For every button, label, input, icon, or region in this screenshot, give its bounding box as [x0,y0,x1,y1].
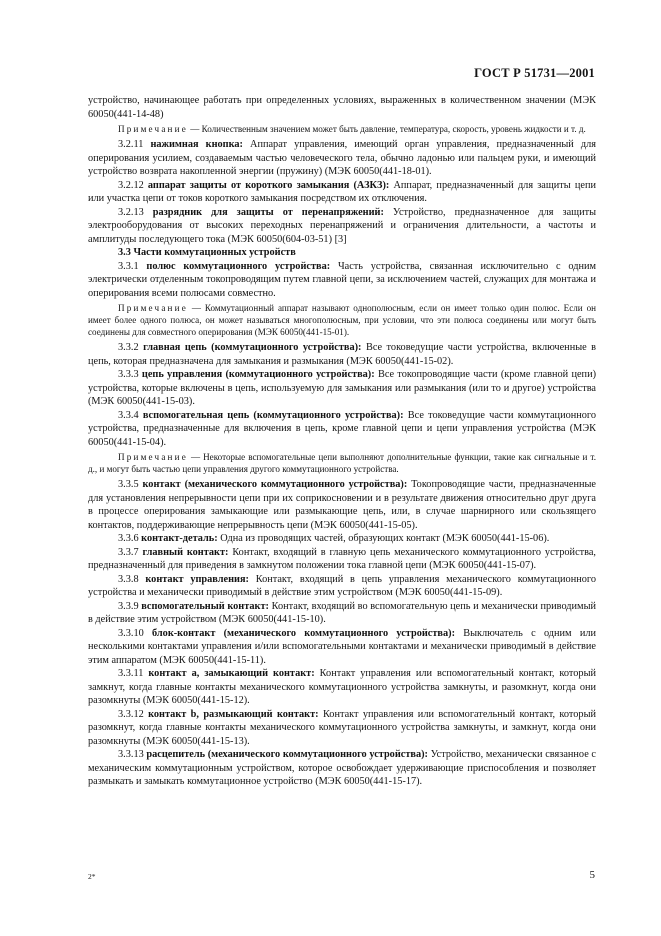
note-label: Примечание [118,124,188,134]
term-3-3-10: 3.3.10 блок-контакт (механического коммутационного устройства): Выключатель с одним или несколькими контактами управления и/или вспомогательными контактами и механически приводимый в действие этим аппаратом (МЭК 60050(441-15-11). [88,627,596,666]
term-name: вспомогательная цепь (коммутационного устройства): [142,409,404,421]
term-name: аппарат защиты от короткого замыкания (АЗКЗ): [147,179,390,191]
term-3-3-3: 3.3.3 цепь управления (коммутационного устройства): Все токопроводящие части (кроме главной цепи) устройства, которые включены в цепь, используемую для замыкания или размыкания (или то и другое) устройства (МЭК 60050(441-15-03). [88,369,597,407]
term-3-3-7: 3.3.7 главный контакт: Контакт, входящий в главную цепь механического коммутационного устройства, предназначенный для приведения в замкнутом положении тока главной цепи (МЭК 60050(441-15-07). [88,546,597,571]
term-name: контакт-деталь: [141,533,218,544]
standard-header: ГОСТ Р 51731—2001 [474,66,595,80]
term-3-2-13: 3.2.13 разрядник для защиты от перенапряжений: Устройство, предназначенное для защиты электрооборудования от высоких переходных перенапряжений и ограничения длительности, а частоты и амплитуды последующего тока (МЭК 60050(604-03-51) [3] [88,206,596,245]
term-name: цепь управления (коммутационного устройства): [141,369,375,380]
note-label: Примечание [118,452,188,462]
term-3-3-2: 3.3.2 главная цепь (коммутационного устройства): Все токоведущие части устройства, включенные в цепь, которая предназначена для замыкания и размыкания (МЭК 60050(441-15-02). [88,342,597,367]
term-name: контакт (механического коммутационного устройства): [142,479,408,490]
page-number: 5 [589,869,595,881]
term-3-3-13: 3.3.13 расцепитель (механического коммутационного устройства): Устройство, механически связанное с механическим коммутационным устройством, которое освобождает удерживающие приспособления и позволяет размыкать и замыкать коммутационное устройство (МЭК 60050(441-15-17). [88,749,597,787]
note-3: Примечание — Некоторые вспомогательные цепи выполняют дополнительные функции, такие как сигнальные и т. д., и могут быть частью цепи управления другого коммутационного устройства. [88,452,596,474]
term-name: нажимная кнопка: [150,139,243,150]
term-3-3-5: 3.3.5 контакт (механического коммутационного устройства): Токопроводящие части, предназначенные для установления непрерывности цепи при их соприкосновении и в результате движения относительно друг друга в процессе оперирования замыкающие или размыкающие цепь, или, в случае шарнирного или скользящего контактов, поддерживающие непрерывность цепи (МЭК 60050(441-15-05). [88,479,596,531]
term-name: контакт b, размыкающий контакт: [148,708,319,720]
paragraph-continuation: устройство, начинающее работать при определенных условиях, выраженных в количественном значении (МЭК 60050(441-14-48) [88,95,596,120]
term-3-3-8: 3.3.8 контакт управления: Контакт, входящий в цепь управления механического коммутационного устройства и механически приводимый в действие этим устройством (МЭК 60050(441-15-09). [88,573,596,598]
note-2: Примечание — Коммутационный аппарат называют однополюсным, если он имеет только один полюс. Если он имеет более одного полюса, он может называться многополюсным, при условии, что эти полюса соединены или могут быть соединены для совместного оперирования (МЭК 60050(441-15-01). [88,303,596,337]
term-3-3-6: 3.3.6 контакт-деталь: Одна из проводящих частей, образующих контакт (МЭК 60050(441-15-06). [118,533,550,544]
term-name: разрядник для защиты от перенапряжений: [152,206,384,218]
signature-mark: 2* [88,872,96,881]
term-3-3-12: 3.3.12 контакт b, размыкающий контакт: Контакт управления или вспомогательный контакт, который разомкнут, когда главные контакты механического коммутационного устройства замкнуты, и замкнут, когда они разомкнуты (МЭК 60050(441-15-13). [88,708,596,747]
section-heading-3-3: 3.3 Части коммутационных устройств [118,247,296,258]
note-1: Примечание — Количественным значением может быть давление, температура, скорость, уровень жидкости и т. д. [118,124,586,134]
term-3-3-4: 3.3.4 вспомогательная цепь (коммутационного устройства): Все токоведущие части коммутационного устройства, предназначенные для включения в цепь, кроме главной цепи и цепи управления устройства (МЭК 60050(441-15-04). [88,409,597,448]
document-body [88,94,596,789]
term-name: полюс коммутационного устройства: [146,260,331,272]
term-3-3-11: 3.3.11 контакт a, замыкающий контакт: Контакт управления или вспомогательный контакт, который замкнут, когда главные контакты механического коммутационного устройства замкнуты, и разомкнут, когда они разомкнуты (МЭК 60050(441-15-12). [88,668,597,706]
term-name: контакт a, замыкающий контакт: [148,668,315,679]
term-name: главный контакт: [142,546,229,558]
term-name: блок-контакт (механического коммутационного устройства): [152,627,455,639]
term-3-2-12: 3.2.12 аппарат защиты от короткого замыкания (АЗКЗ): Аппарат, предназначенный для защиты цепи или участка цепи от токов короткого замыкания посредством их отключения. [88,179,596,204]
term-name: вспомогательный контакт: [141,600,269,612]
term-name: расцепитель (механического коммутационного устройства): [146,749,428,760]
note-label: Примечание [118,303,188,313]
term-3-2-11: 3.2.11 нажимная кнопка: Аппарат управления, имеющий орган управления, предназначенный для оперирования усилием, создаваемым частью человеческого тела, обычно ладонью или пальцем руки, и имеющий устройство возврата накопленной энергии (пружину) (МЭК 60050(441-18-01). [88,139,596,177]
term-3-3-9: 3.3.9 вспомогательный контакт: Контакт, входящий во вспомогательную цепь и механически приводимый в действие этим устройством (МЭК 60050(441-15-10). [88,600,596,625]
term-name: главная цепь (коммутационного устройства): [143,342,362,353]
term-name: контакт управления: [145,573,249,585]
term-3-3-1: 3.3.1 полюс коммутационного устройства: Часть устройства, связанная исключительно с одним электрически отделенным токопроводящим путем главной цепи, за исключением частей, служащих для монтажа и оперирования всеми полюсами совместно. [88,260,596,299]
